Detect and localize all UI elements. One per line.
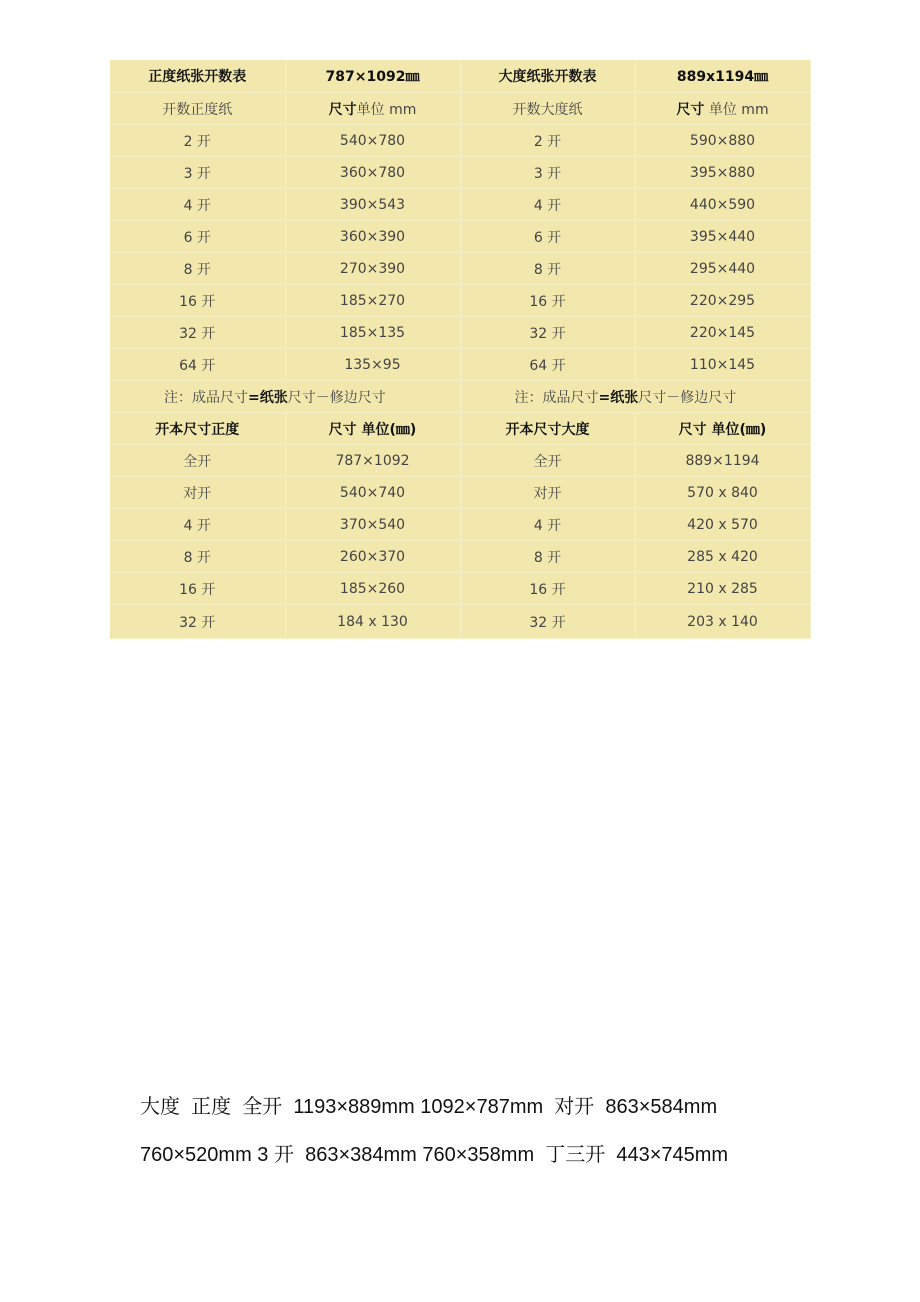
header-da-size-unit: 单位 mm — [704, 101, 769, 118]
zheng-format-cell: 全开 — [110, 445, 285, 477]
zheng-format-size-cell: 260×370 — [285, 541, 460, 573]
zheng-count-cell: 8 开 — [110, 253, 285, 285]
zheng-note — [110, 381, 460, 413]
table-row — [110, 541, 810, 573]
bottom-text-line-2: 760×520mm 3 开 863×384mm 760×358mm 丁三开 443×745mm — [140, 1144, 729, 1166]
zheng-format-size-cell: 185×260 — [285, 573, 460, 605]
da-size-cell: 110×145 — [635, 349, 810, 381]
da-format-cell: 全开 — [460, 445, 635, 477]
zheng-sheet-size: 787×1092㎜ — [285, 60, 460, 93]
da-table-title: 大度纸张开数表 — [460, 60, 635, 93]
note-bold: =纸张 — [598, 389, 639, 406]
header-zheng-size-unit: 单位 mm — [356, 101, 417, 118]
zheng-format-size-cell: 184 x 130 — [285, 605, 460, 639]
note-prefix: 注：成品尺寸 — [514, 389, 599, 406]
da-count-cell: 2 开 — [460, 125, 635, 157]
zheng-count-cell: 6 开 — [110, 221, 285, 253]
zheng-format-cell: 32 开 — [110, 605, 285, 639]
table-row — [110, 509, 810, 541]
da-size-cell: 395×440 — [635, 221, 810, 253]
da-format-size-cell: 889×1194 — [635, 445, 810, 477]
da-size-cell: 295×440 — [635, 253, 810, 285]
zheng-table-title: 正度纸张开数表 — [110, 60, 285, 93]
da-format-size-cell: 420 x 570 — [635, 509, 810, 541]
zheng-format-cell: 对开 — [110, 477, 285, 509]
table-title-row — [110, 60, 810, 93]
zheng-format-size-cell: 787×1092 — [285, 445, 460, 477]
da-size-cell: 440×590 — [635, 189, 810, 221]
note-suffix: 尺寸－修边尺寸 — [287, 389, 386, 406]
table-row — [110, 349, 810, 381]
zheng-format-cell: 4 开 — [110, 509, 285, 541]
header-zheng-format: 开本尺寸正度 — [110, 413, 285, 445]
header-da-size-label: 尺寸 — [676, 101, 705, 118]
table-row — [110, 605, 810, 639]
zheng-format-size-cell: 540×740 — [285, 477, 460, 509]
zheng-count-cell: 2 开 — [110, 125, 285, 157]
da-count-cell: 8 开 — [460, 253, 635, 285]
note-prefix: 注：成品尺寸 — [164, 389, 248, 406]
table-row — [110, 477, 810, 509]
da-sheet-size: 889x1194㎜ — [635, 60, 810, 93]
da-count-cell: 32 开 — [460, 317, 635, 349]
table-row — [110, 253, 810, 285]
zheng-size-cell: 540×780 — [285, 125, 460, 157]
table-row — [110, 317, 810, 349]
table-row — [110, 445, 810, 477]
zheng-format-size-cell: 370×540 — [285, 509, 460, 541]
da-format-cell: 4 开 — [460, 509, 635, 541]
zheng-count-cell: 16 开 — [110, 285, 285, 317]
header-zheng-size-label: 尺寸 — [328, 101, 357, 118]
zheng-size-cell: 270×390 — [285, 253, 460, 285]
zheng-size-cell: 390×543 — [285, 189, 460, 221]
table-row — [110, 221, 810, 253]
zheng-size-cell: 185×135 — [285, 317, 460, 349]
zheng-count-cell: 4 开 — [110, 189, 285, 221]
da-count-cell: 64 开 — [460, 349, 635, 381]
table-header-row — [110, 93, 810, 125]
header-da-format-size: 尺寸 单位(㎜) — [635, 413, 810, 445]
da-format-size-cell: 210 x 285 — [635, 573, 810, 605]
zheng-count-cell: 3 开 — [110, 157, 285, 189]
zheng-size-cell: 360×780 — [285, 157, 460, 189]
note-row — [110, 381, 810, 413]
paper-size-table — [110, 60, 811, 639]
da-format-cell: 8 开 — [460, 541, 635, 573]
da-size-cell: 220×145 — [635, 317, 810, 349]
da-format-size-cell: 570 x 840 — [635, 477, 810, 509]
header-da-count: 开数大度纸 — [460, 93, 635, 125]
table-row — [110, 157, 810, 189]
note-suffix: 尺寸－修边尺寸 — [638, 389, 737, 406]
zheng-size-cell: 185×270 — [285, 285, 460, 317]
da-count-cell: 4 开 — [460, 189, 635, 221]
da-size-cell: 220×295 — [635, 285, 810, 317]
da-size-cell: 395×880 — [635, 157, 810, 189]
zheng-count-cell: 64 开 — [110, 349, 285, 381]
da-format-cell: 对开 — [460, 477, 635, 509]
da-count-cell: 16 开 — [460, 285, 635, 317]
zheng-count-cell: 32 开 — [110, 317, 285, 349]
bottom-text-line-1: 大度 正度 全开 1193×889mm 1092×787mm 对开 863×584mm — [140, 1096, 718, 1118]
da-count-cell: 3 开 — [460, 157, 635, 189]
da-note — [460, 381, 810, 413]
header-da-size — [635, 93, 810, 125]
zheng-size-cell: 360×390 — [285, 221, 460, 253]
zheng-size-cell: 135×95 — [285, 349, 460, 381]
da-format-cell: 16 开 — [460, 573, 635, 605]
table-row — [110, 189, 810, 221]
da-format-size-cell: 203 x 140 — [635, 605, 810, 639]
format-header-row — [110, 413, 810, 445]
da-format-size-cell: 285 x 420 — [635, 541, 810, 573]
zheng-format-cell: 16 开 — [110, 573, 285, 605]
header-zheng-count: 开数正度纸 — [110, 93, 285, 125]
zheng-format-cell: 8 开 — [110, 541, 285, 573]
table-row — [110, 573, 810, 605]
da-size-cell: 590×880 — [635, 125, 810, 157]
note-bold: =纸张 — [248, 389, 288, 406]
da-count-cell: 6 开 — [460, 221, 635, 253]
table-row — [110, 125, 810, 157]
da-format-cell: 32 开 — [460, 605, 635, 639]
header-zheng-format-size: 尺寸 单位(㎜) — [285, 413, 460, 445]
header-da-format: 开本尺寸大度 — [460, 413, 635, 445]
header-zheng-size — [285, 93, 460, 125]
table-row — [110, 285, 810, 317]
